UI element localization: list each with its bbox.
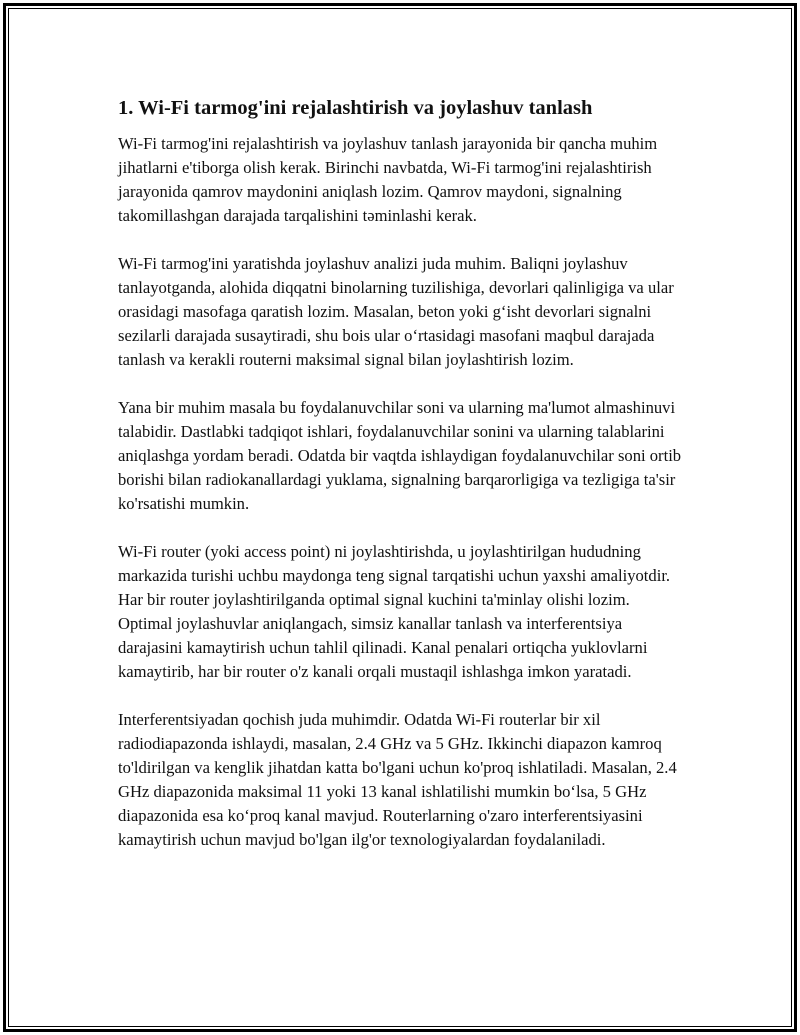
paragraph-1: Wi-Fi tarmog'ini rejalashtirish va joylashuv tanlash jarayonida bir qancha muhim jihatlarni e'tiborga olish kerak. Birinchi navbatda, Wi-Fi tarmog'ini rejalashtirish jarayonida qamrov maydonini aniqlash lozim. Qamrov maydoni, signalning takomillashgan darajada tarqalishini təminlashi kerak. <box>118 134 658 225</box>
paragraph-3: Yana bir muhim masala bu foydalanuvchilar soni va ularning ma'lumot almashinuvi talabidir. Dastlabki tadqiqot ishlari, foydalanuvchilar sonini va ularning talablarini aniqlashga yordam beradi. Odatda bir vaqtda ishlaydigan foydalanuvchilar soni ortib borishi bilan radiokanallardagi yuklama, signalning barqarorligiga va tezligiga ta'sir ko'rsatishi mumkin. <box>118 398 682 513</box>
section-heading: 1. Wi-Fi tarmog'ini rejalashtirish va joylashuv tanlash <box>118 97 593 119</box>
paragraph-4: Wi-Fi router (yoki access point) ni joylashtirishda, u joylashtirilgan hududning markazida turishi uchbu maydonga teng signal tarqatishi uchun yaxshi amaliyotdir. Har bir router joylashtirilganda optimal signal kuchini ta'minlay olishi lozim. Optimal joylashuvlar aniqlangach, simsiz kanallar tanlash va interferentsiya darajasini kamaytirish uchun tahlil qilinadi. Kanal penalari ortiqcha yuklovlarni kamaytirib, har bir router o'z kanali orqali mustaqil ishlashga imkon yaratadi. <box>118 542 671 681</box>
document-body <box>118 96 688 876</box>
paragraph-2: Wi-Fi tarmog'ini yaratishda joylashuv analizi juda muhim. Baliqni joylashuv tanlayotganda, alohida diqqatni binolarning tuzilishiga, devorlari qalinligiga va ular orasidagi masofaga qaratish lozim. Masalan, beton yoki g‘isht devorlari signalni sezilarli darajada susaytiradi, shu bois ular o‘rtasidagi masofani maqbul darajada tanlash va kerakli routerni maksimal signal bilan joylashtirish lozim. <box>118 254 674 369</box>
paragraph-5: Interferentsiyadan qochish juda muhimdir. Odatda Wi-Fi routerlar bir xil radiodiapazonda ishlaydi, masalan, 2.4 GHz va 5 GHz. Ikkinchi diapazon kamroq to'ldirilgan va kenglik jihatdan katta bo'lgani uchun ko'proq ishlatiladi. Masalan, 2.4 GHz diapazonida maksimal 11 yoki 13 kanal ishlatilishi mumkin bo‘lsa, 5 GHz diapazonida esa ko‘proq kanal mavjud. Routerlarning o'zaro interferentsiyasini kamaytirish uchun mavjud bo'lgan ilg'or texnologiyalardan foydalaniladi. <box>118 710 677 849</box>
